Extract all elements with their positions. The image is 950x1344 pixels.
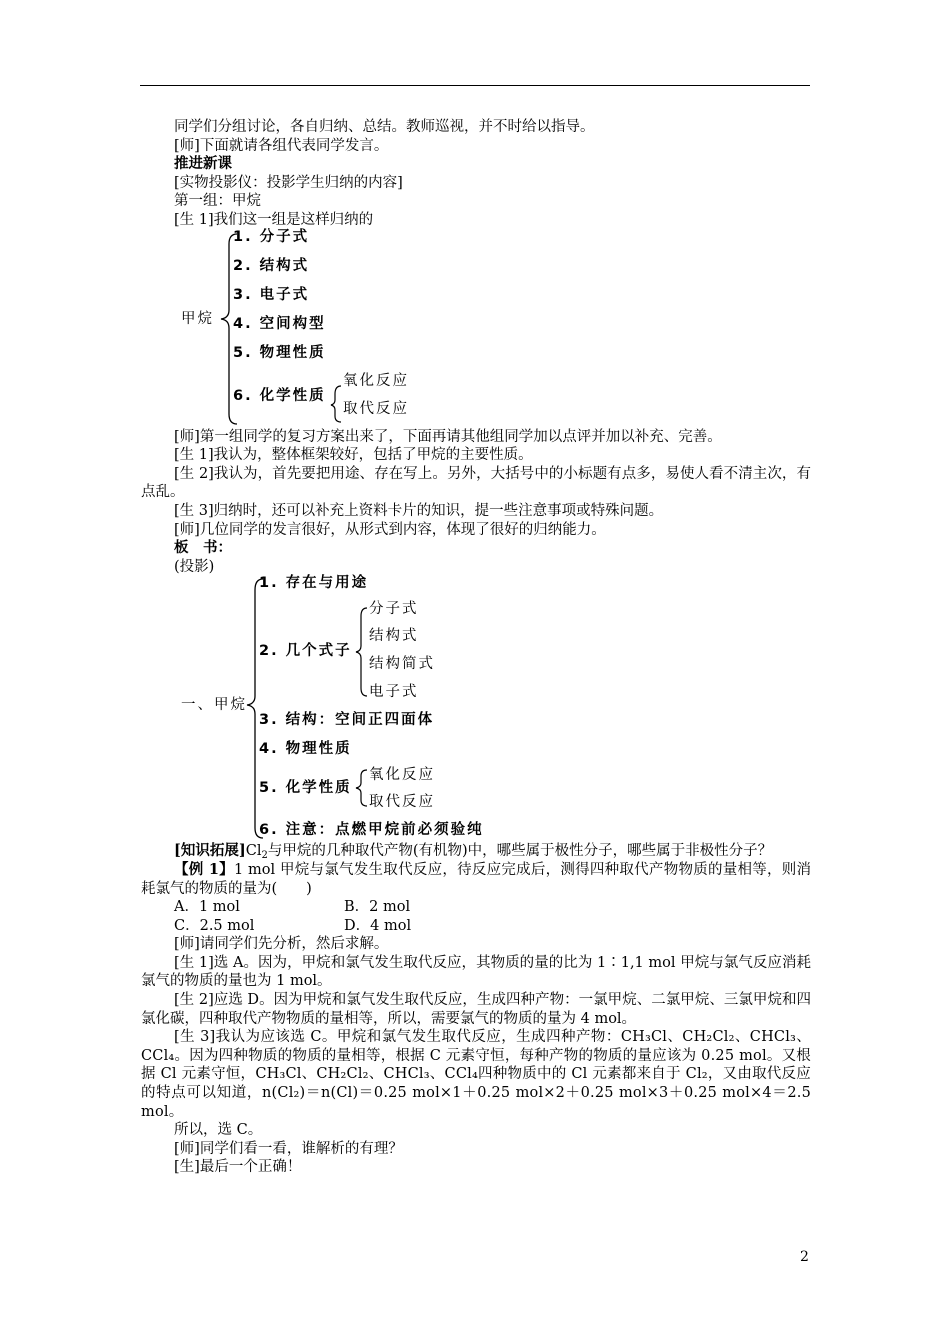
tree2-item-3: 3. 结构：空间正四面体 <box>259 712 435 729</box>
discussion-p3: [生 2]我认为，首先要把用途、存在写上。另外，大括号中的小标题有点多，易使人看不清主次，有点乱。 <box>141 465 811 501</box>
options-row-1 <box>141 898 811 917</box>
tree2-main-brace <box>247 579 263 838</box>
tree1-sub-2: 取代反应 <box>343 400 409 417</box>
tree1-root: 甲烷 <box>181 310 214 327</box>
tree1-item-1: 1. 分子式 <box>233 228 310 245</box>
tree2-sub-formula-1: 分子式 <box>369 601 419 618</box>
student3-conclusion: 所以，选 C。 <box>174 1122 263 1139</box>
options-row-2 <box>141 917 811 936</box>
page-number: 2 <box>800 1249 809 1265</box>
teacher-prompt: [师]请同学们先分析，然后求解。 <box>174 936 389 953</box>
tree2-sub-formula-4: 电子式 <box>369 684 419 701</box>
tree1-item-3: 3. 电子式 <box>233 286 310 303</box>
page-content <box>141 118 811 1177</box>
section-heading: 推进新课 <box>174 155 232 173</box>
board-heading: 板 书： <box>174 539 232 557</box>
discussion-p5: [师]几位同学的发言很好，从形式到内容，体现了很好的归纳能力。 <box>174 521 606 538</box>
tree2-root: 一、甲烷 <box>181 697 247 714</box>
option-b: B．2 mol <box>344 899 411 916</box>
tree1-item-5: 5. 物理性质 <box>233 344 326 361</box>
tree1-item-6: 6. 化学性质 <box>233 387 326 404</box>
tree2-item-2: 2. 几个式子 <box>259 643 352 660</box>
student1-answer: [生 1]选 A。因为，甲烷和氯气发生取代反应，其物质的量的比为 1∶1,1 mol 甲烷与氯气反应消耗氯气的物质的量也为 1 mol。 <box>141 954 811 990</box>
tree1-sub-brace <box>331 386 341 422</box>
tree2-sub-brace-reactions <box>356 770 367 806</box>
intro-p4: 第一组：甲烷 <box>174 193 261 210</box>
intro-p3: [实物投影仪：投影学生归纳的内容] <box>174 174 403 191</box>
extension-label: [知识拓展] <box>174 842 246 860</box>
student3-answer: [生 3]我认为应该选 C。甲烷和氯气发生取代反应，生成四种产物：CH₃Cl、CH₂Cl₂、CHCl₃、CCl₄。因为四种物质的物质的量相等，根据 C 元素守恒，每种产物的物质的量应该为 0.25 mol。又根据 Cl 元素守恒，CH₃Cl、CH₂Cl₂、CHCl₃、CCl₄四种物质中的 Cl 元素都来自于 Cl₂，又由取代反应的特点可以知道，n(Cl₂)＝n(Cl)＝0.25 mol×1＋0.25 mol×2＋0.25 mol×3＋0.25 mol×4＝2.5 mol。 <box>141 1029 812 1120</box>
intro-p2: [师]下面就请各组代表同学发言。 <box>174 137 389 154</box>
board-summary-tree <box>141 576 811 842</box>
option-a: A．1 mol <box>174 899 240 916</box>
tree2-item-1: 1. 存在与用途 <box>259 575 369 592</box>
methane-summary-tree <box>141 230 811 428</box>
knowledge-extension: [知识拓展]$Cl_2$与甲烷的几种取代产物(有机物)中，哪些属于极性分子，哪些属于非极性分子？ <box>174 842 773 862</box>
tree2-sub-formula-2: 结构式 <box>369 628 419 645</box>
discussion-p2: [生 1]我认为，整体框架较好，包括了甲烷的主要性质。 <box>174 447 533 464</box>
example-question: 【例 1】1 mol 甲烷与氯气发生取代反应，待反应完成后，测得四种取代产物物质的量相等，则消耗氯气的物质的量为( ) <box>141 860 812 897</box>
tree2-sub-reaction-1: 氧化反应 <box>369 767 435 784</box>
tree1-item-2: 2. 结构式 <box>233 257 310 274</box>
tree1-sub-1: 氧化反应 <box>343 372 409 389</box>
option-d: D．4 mol <box>344 917 412 934</box>
tree2-sub-formula-3: 结构简式 <box>369 656 435 673</box>
intro-p5: [生 1]我们这一组是这样归纳的 <box>174 211 374 228</box>
intro-p1: 同学们分组讨论，各自归纳、总结。教师巡视，并不时给以指导。 <box>174 119 595 135</box>
teacher-question: [师]同学们看一看，谁解析的有理？ <box>174 1140 403 1157</box>
student-final: [生]最后一个正确！ <box>174 1159 302 1176</box>
tree2-item-4: 4. 物理性质 <box>259 741 352 758</box>
tree2-item-5: 5. 化学性质 <box>259 780 352 797</box>
student2-answer: [生 2]应选 D。因为甲烷和氯气发生取代反应，生成四种产物：一氯甲烷、二氯甲烷、三氯甲烷和四氯化碳，四种取代产物物质的量相等，所以，需要氯气的物质的量为 4 mol。 <box>141 992 811 1027</box>
tree1-item-4: 4. 空间构型 <box>233 315 326 332</box>
header-rule <box>140 85 810 86</box>
example-label: 【例 1】 <box>174 860 234 878</box>
discussion-p1: [师]第一组同学的复习方案出来了，下面再请其他组同学加以点评并加以补充、完善。 <box>174 428 722 445</box>
tree2-item-6: 6. 注意：点燃甲烷前必须验纯 <box>259 822 484 839</box>
tree2-sub-reaction-2: 取代反应 <box>369 794 435 811</box>
tree2-sub-brace-formulas <box>356 608 367 696</box>
discussion-p4: [生 3]归纳时，还可以补充上资料卡片的知识，提一些注意事项或特殊问题。 <box>174 502 664 519</box>
projection-label: (投影) <box>174 558 215 575</box>
option-c: C．2.5 mol <box>174 917 255 934</box>
